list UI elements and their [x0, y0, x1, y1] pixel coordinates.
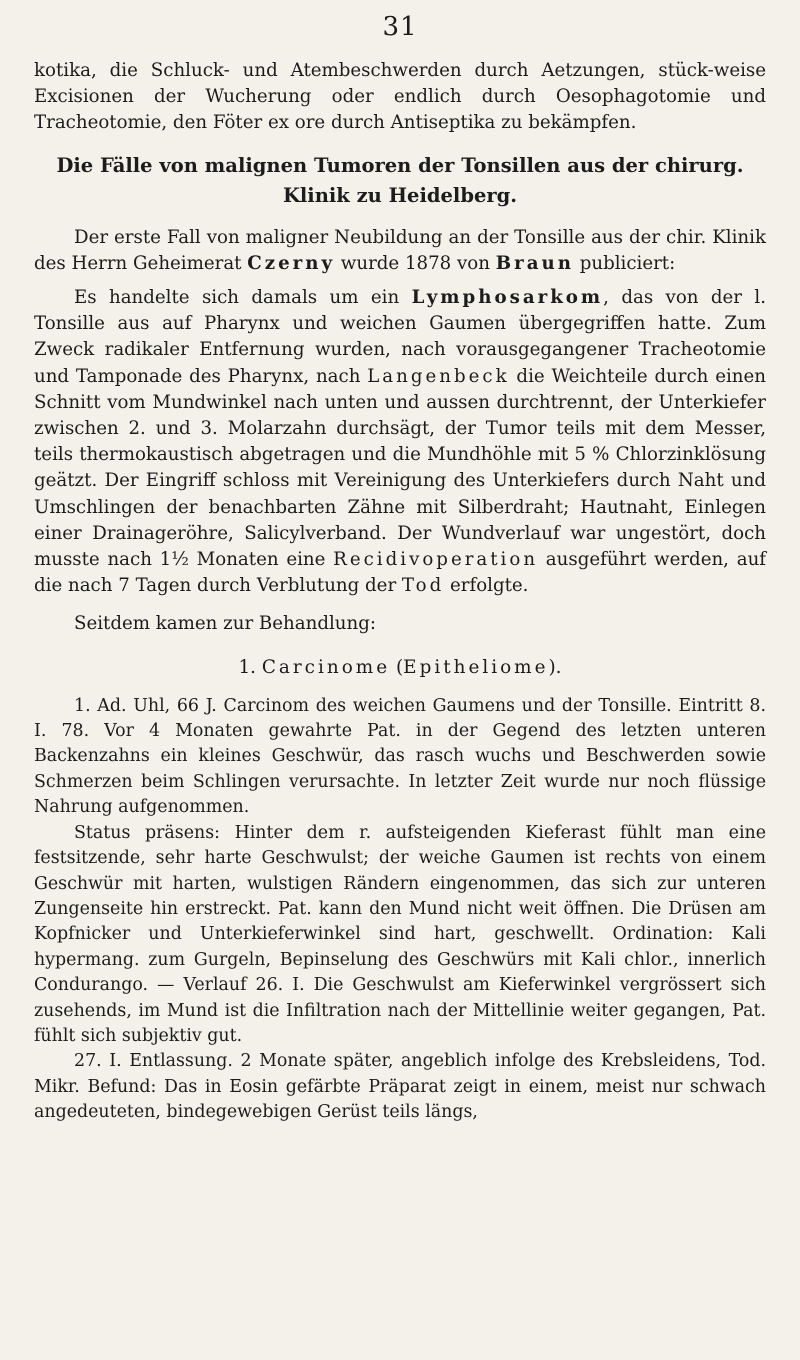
case-description-text-3: die Weichteile durch einen Schnitt vom Mundwinkel nach unten und aussen durchtrennt, der Unterkiefer zwischen 2. und 3. Molarzahn durchsägt, der Tumor teils mit dem Messer, teils thermokaustisch abgetragen und die Mundhöhle mit 5 % Chlorzinklösung geätzt. Der Eingriff schloss mit Vereinigung des Unterkiefers durch Naht und Umschlingen der benachbarten Zähne mit Silberdraht; Hautnaht, Einlegen einer Drainageröhre, Salicylverband. Der Wundverlauf war ungestört, doch musste nach 1½ Monaten eine	[34, 365, 766, 571]
subsection-number: 1.	[238, 656, 262, 678]
first-case-text-start: Der erste Fall von maligner Neubildung an der Tonsille aus der chir. Klinik des Herrn Geheimerat	[34, 226, 766, 274]
subsection-title	[34, 654, 766, 682]
term-recidivoperation: Recidivoperation	[333, 549, 539, 571]
since-then-paragraph: Seitdem kamen zur Behandlung:	[74, 613, 376, 635]
book-page	[34, 0, 766, 1360]
case-description-paragraph	[34, 285, 766, 599]
case-1-history-paragraph: 1. Ad. Uhl, 66 J. Carcinom des weichen Gaumens und der Tonsille. Eintritt 8. I. 78. Vor 4 Monaten gewahrte Pat. in der Gegend des letzten unteren Backenzahns ein kleines Geschwür, das rasch wuchs und Beschwerden sowie Schmerzen beim Schlingen verursachte. In letzter Zeit wurde nur noch flüssige Nahrung aufgenommen.	[34, 695, 766, 818]
subsection-term-epitheliome: Epitheliome	[403, 656, 549, 678]
case-1-discharge-paragraph: 27. I. Entlassung. 2 Monate später, angeblich infolge des Krebsleidens, Tod. Mikr. Befund: Das in Eosin gefärbte Präparat zeigt in einem, meist nur schwach angedeuteten, bindegewebigen Gerüst teils längs,	[34, 1051, 766, 1123]
case-description-text-5: erfolgte.	[444, 575, 529, 597]
term-tod: Tod	[401, 575, 445, 597]
case-1-status-paragraph: Status präsens: Hinter dem r. aufsteigenden Kieferast fühlt man eine festsitzende, sehr harte Geschwulst; der weiche Gaumen ist rechts von einem Geschwür mit harten, wulstigen Rändern eingenommen, das sich zur unteren Zungenseite hin erstreckt. Pat. kann den Mund nicht weit öffnen. Die Drüsen am Kopfnicker und Unterkieferwinkel sind hart, geschwellt. Ordination: Kali hypermang. zum Gurgeln, Bepinselung des Geschwürs mit Kali chlor., innerlich Condurango. — Verlauf 26. I. Die Geschwulst am Kieferwinkel vergrössert sich zusehends, im Mund ist die Infiltration nach der Mittellinie weiter gegangen, Pat. fühlt sich subjektiv gut.	[34, 822, 766, 1046]
first-case-text-end: publiciert:	[573, 252, 676, 274]
name-langenbeck: Langenbeck	[367, 365, 510, 387]
intro-paragraph: kotika, die Schluck- und Atembeschwerden durch Aetzungen, stück-weise Excisionen der Wucherung oder endlich durch Oesophagotomie und Tracheotomie, den Föter ex ore durch Antiseptika zu bekämpfen.	[34, 60, 766, 134]
surgeon-name-czerny: Czerny	[247, 252, 336, 274]
section-heading-line-1: Die Fälle von malignen Tumoren der Tonsillen aus der chirurg.	[56, 153, 744, 177]
subsection-term-carcinome: Carcinome	[261, 656, 391, 678]
subsection-paren-open: (	[390, 656, 404, 678]
case-description-text-2: , das von der l. Tonsille aus auf Pharynx und weichen Gaumen übergegriffen hatte. Zum Zweck radikaler Entfernung wurden, nach vorausgegangener Tracheotomie und Tamponade des Pharynx, nach	[34, 287, 766, 387]
section-heading	[34, 151, 766, 211]
term-lymphosarkom: Lymphosarkom	[411, 287, 604, 309]
page-number: 31	[382, 12, 418, 42]
section-heading-line-2: Klinik zu Heidelberg.	[282, 183, 518, 207]
case-description-text-1: Es handelte sich damals um ein	[74, 287, 412, 309]
page-content	[34, 58, 766, 1126]
case-description-text-4: ausgeführt werden, auf die nach 7 Tagen durch Verblutung der	[34, 549, 767, 597]
subsection-paren-close: ).	[548, 656, 562, 678]
first-case-text-mid: wurde 1878 von	[335, 252, 496, 274]
author-name-braun: Braun	[495, 252, 574, 274]
first-case-paragraph	[34, 225, 766, 277]
